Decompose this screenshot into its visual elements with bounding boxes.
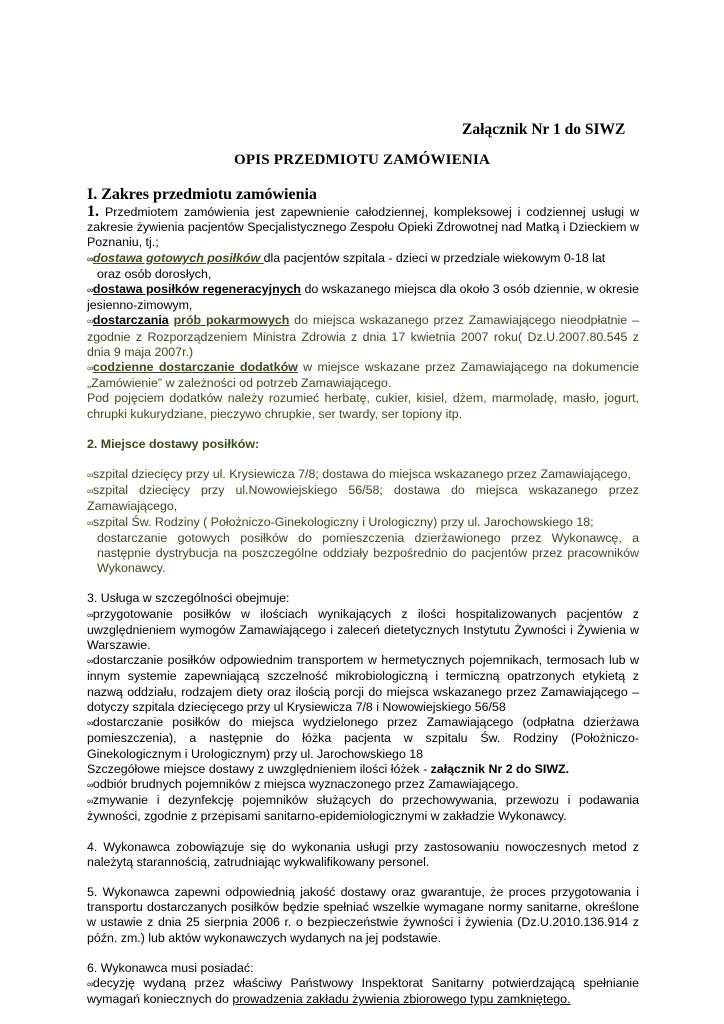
attachment-label: Załącznik Nr 1 do SIWZ [462,121,626,138]
delivery-place-2: ∞szpital dziecięcy przy ul.Nowowiejskiego 56/58; dostawa do miejsca wskazanego przez Zamawiającego, [87,483,639,514]
service-item-1: ∞przygotowanie posiłków w ilościach wynikających z ilości hospitalizowanych pacjentów z uwzględnieniem wymogów Zamawiającego i zaleceń dietetycznych Instytutu Żywności i Żywienia w Warszawie. [87,606,639,653]
section-6-heading: 6. Wykonawca musi posiadać: [87,960,254,975]
service-item-2: ∞dostarczanie posiłków odpowiednim transportem w hermetycznych pojemnikach, termosach lub w innym systemie zapewniającą szczelność mikrobiologiczną i termiczną opatrzonych etykietą z nazwą oddziału, rodzajem diety oraz ilością porcji do miejsca wskazanego przez Zamawiającego – dotyczy szpitala dziecięcego przy ul Krysiewicza 7/8 i Nowowiejskiego 56/58 [87,653,639,714]
section-4: 4. Wykonawca zobowiązuje się do wykonania usługi przy zastosowaniu nowoczesnych metod z należytą starannością, zatrudniając wykwalifikowany personel. [87,839,639,869]
service-detail: Szczegółowe miejsce dostawy z uwzględnieniem ilości łóżek - załącznik Nr 2 do SIWZ. [87,761,570,776]
section-3-heading: 3. Usługa w szczególności obejmuje: [87,591,290,606]
document-body [87,186,639,1007]
delivery-place-3: ∞szpital Św. Rodziny ( Położniczo-Ginekologiczny i Urologiczny) przy ul. Jarochowskiego 18; [87,514,594,529]
scope-item-1: ∞dostawa gotowych posiłków dla pacjentów szpitala - dzieci w przedziale wiekowym 0-18 lat oraz osób dorosłych, [87,250,606,281]
requirement-item: ∞decyzję wydaną przez właściwy Państwowy Inspektorat Sanitarny potwierdzającą spełnianie wymagań koniecznych do prowadzenia zakładu żywienia zbiorowego typu zamkniętego. [87,975,639,1007]
scope-item-4: ∞codzienne dostarczanie dodatków w miejsce wskazane przez Zamawiającego na dokumencie „Zamówienie” w zależności od potrzeb Zamawiającego. [87,360,639,391]
additions-note: Pod pojęciem dodatków należy rozumieć herbatę, cukier, kisiel, dżem, marmoladę, masło, jogurt, chrupki kukurydziane, pieczywo chrupkie, ser twardy, ser topiony itp. [87,391,639,421]
service-item-3: ∞dostarczanie posiłków do miejsca wydzielonego przez Zamawiającego (odpłatna dzierżawa pomieszczenia), a następnie do łóżka pacjenta w szpitalu Św. Rodziny (Położniczo-Ginekologicznym i Urologicznym) przy ul. Jarochowskiego 18 [87,715,639,761]
document-title: OPIS PRZEDMIOTU ZAMÓWIENIA [233,152,491,168]
section-5: 5. Wykonawca zapewni odpowiednią jakość dostawy oraz gwarantuje, że proces przygotowania i transportu dostarczanych posiłków będzie spełniać wszelkie wymagane normy sanitarne, określone w ustawie z dnia 25 sierpnia 2006 r. o bezpieczeństwie żywności i żywienia (Dz.U.2010.136.914 z późn. zm.) lub aktów wykonawczych wydanych na jej podstawie. [87,884,639,945]
service-item-4: ∞odbiór brudnych pojemników z miejsca wyznaczonego przez Zamawiającego. [87,776,519,791]
section-2-heading: 2. Miejsce dostawy posiłków: [87,436,260,451]
scope-item-3: ∞dostarczania prób pokarmowych do miejsca wskazanego przez Zamawiającego nieodpłatnie – zgodnie z Rozporządzeniem Ministra Zdrowia z dnia 17 kwietnia 2007 roku( Dz.U.2007.80.545 z dnia 9 maja 2007r.) [87,313,639,359]
scope-item-2: ∞dostawa posiłków regeneracyjnych do wskazanego miejsca dla około 3 osób dziennie, w okresie jesienno-zimowym, [87,282,639,313]
delivery-place-3-detail: dostarczanie gotowych posiłków do pomieszczenia dzierżawionego przez Wykonawcę, a następnie dystrybucja na poszczególne oddziały bezpośrednio do pacjentów przez pracowników Wykonawcy. [97,530,639,576]
section-1-heading: I. Zakres przedmiotu zamówienia [87,186,317,203]
service-item-5: ∞zmywanie i dezynfekcję pojemników służących do przechowywania, przewozu i podawania żywności, zgodnie z przepisami sanitarno-epidemiologicznymi w zakładzie Wykonawcy. [87,793,639,824]
delivery-place-1: ∞szpital dziecięcy przy ul. Krysiewicza 7/8; dostawa do miejsca wskazanego przez Zamawiającego, [87,467,631,482]
section-1-intro: 1. Przedmiotem zamówienia jest zapewnienie całodziennej, kompleksowej i codziennej usługi w zakresie żywienia pacjentów Specjalistycznego Zespołu Opieki Zdrowotnej nad Matką i Dzieckiem w Poznaniu, tj.; [87,203,639,250]
